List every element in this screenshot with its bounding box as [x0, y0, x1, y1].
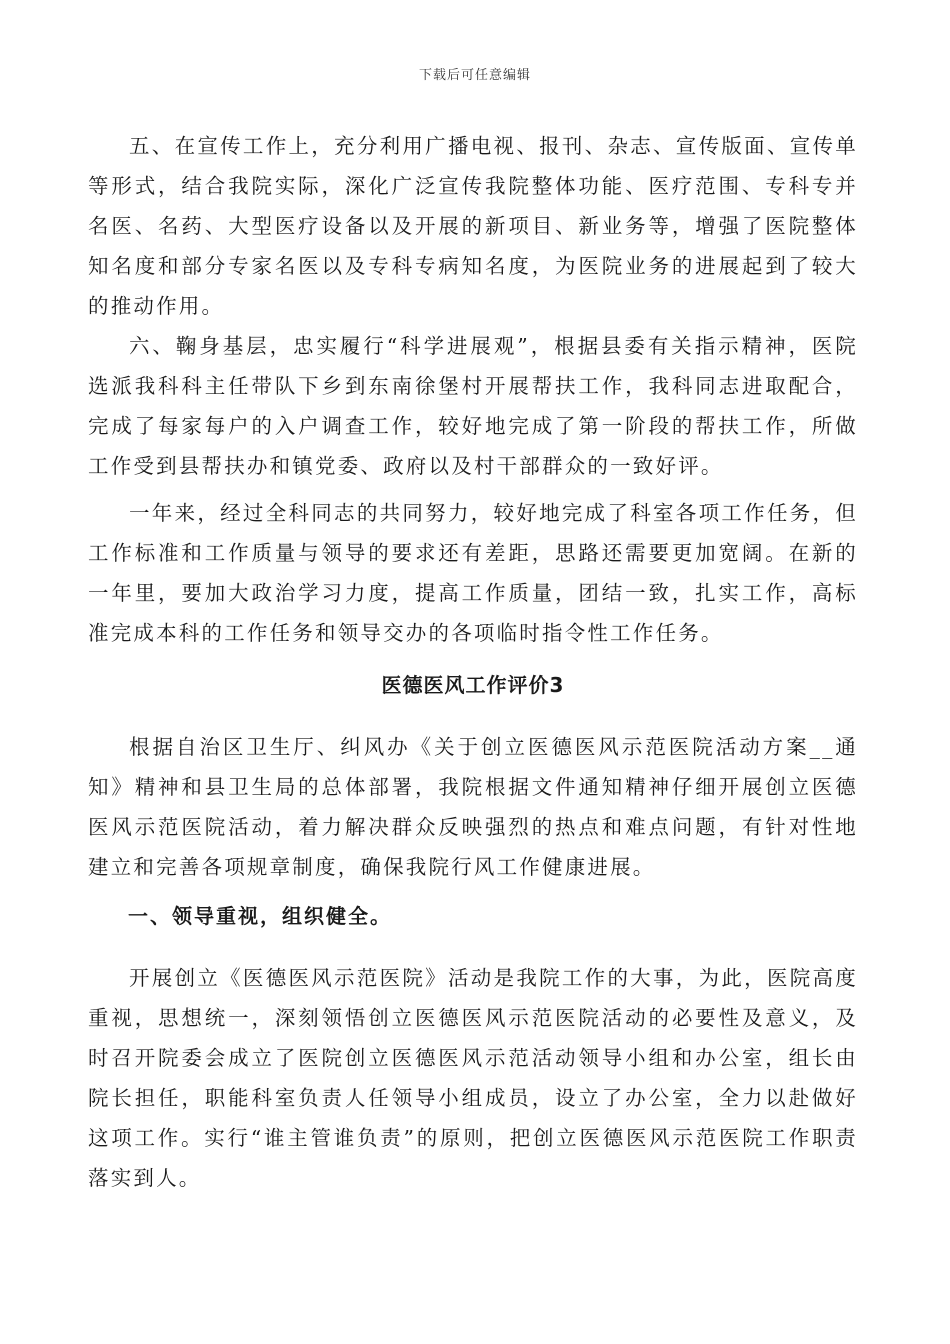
paragraph-5-publicity [88, 126, 858, 326]
paragraph-6-grassroots [88, 326, 858, 486]
paragraph-year-summary [88, 493, 858, 653]
header-note: 下载后可任意编辑 [418, 68, 531, 83]
paragraph-text: 五、在宣传工作上，充分利用广播电视、报刊、杂志、宣传版面、宣传单等形式，结合我院实际，深化广泛宣传我院整体功能、医疗范围、专科专并名医、名药、大型医疗设备以及开展的新项目、新业务等，增强了医院整体知名度和部分专家名医以及专科专病知名度，为医院业务的进展起到了较大的推动作用。 [88, 134, 858, 318]
paragraph-text: 开展创立《医德医风示范医院》活动是我院工作的大事，为此，医院高度重视，思想统一，深刻领悟创立医德医风示范医院活动的必要性及意义，及时召开院委会成立了医院创立医德医风示范活动领导小组和办公室，组长由院长担任，职能科室负责人任领导小组成员，设立了办公室，全力以赴做好这项工作。实行“谁主管谁负责”的原则，把创立医德医风示范医院工作职责落实到人。 [88, 966, 858, 1190]
paragraph-text: 一年来，经过全科同志的共同努力，较好地完成了科室各项工作任务，但工作标准和工作质量与领导的要求还有差距，思路还需要更加宽阔。在新的一年里，要加大政治学习力度，提高工作质量，团结一致，扎实工作，高标准完成本科的工作任务和领导交办的各项临时指令性工作任务。 [88, 501, 858, 645]
subsection-heading-container [88, 896, 858, 936]
paragraph-text: 六、鞠身基层，忠实履行“科学进展观”，根据县委有关指示精神，医院选派我科科主任带队下乡到东南徐堡村开展帮扶工作，我科同志进取配合，完成了每家每户的入户调查工作，较好地完成了第一阶段的帮扶工作，所做工作受到县帮扶办和镇党委、政府以及村干部群众的一致好评。 [88, 334, 858, 478]
section-title: 医德医风工作评价3 [381, 673, 565, 697]
paragraph-intro [88, 727, 858, 887]
subsection-heading: 一、领导重视，组织健全。 [128, 904, 392, 928]
paragraph-text: 根据自治区卫生厅、纠风办《关于创立医德医风示范医院活动方案__通知》精神和县卫生局的总体部署，我院根据文件通知精神仔细开展创立医德医风示范医院活动，着力解决群众反映强烈的热点和难点问题，有针对性地建立和完善各项规章制度，确保我院行风工作健康进展。 [88, 735, 858, 879]
section-title-container [88, 665, 858, 705]
paragraph-leadership [88, 958, 858, 1198]
